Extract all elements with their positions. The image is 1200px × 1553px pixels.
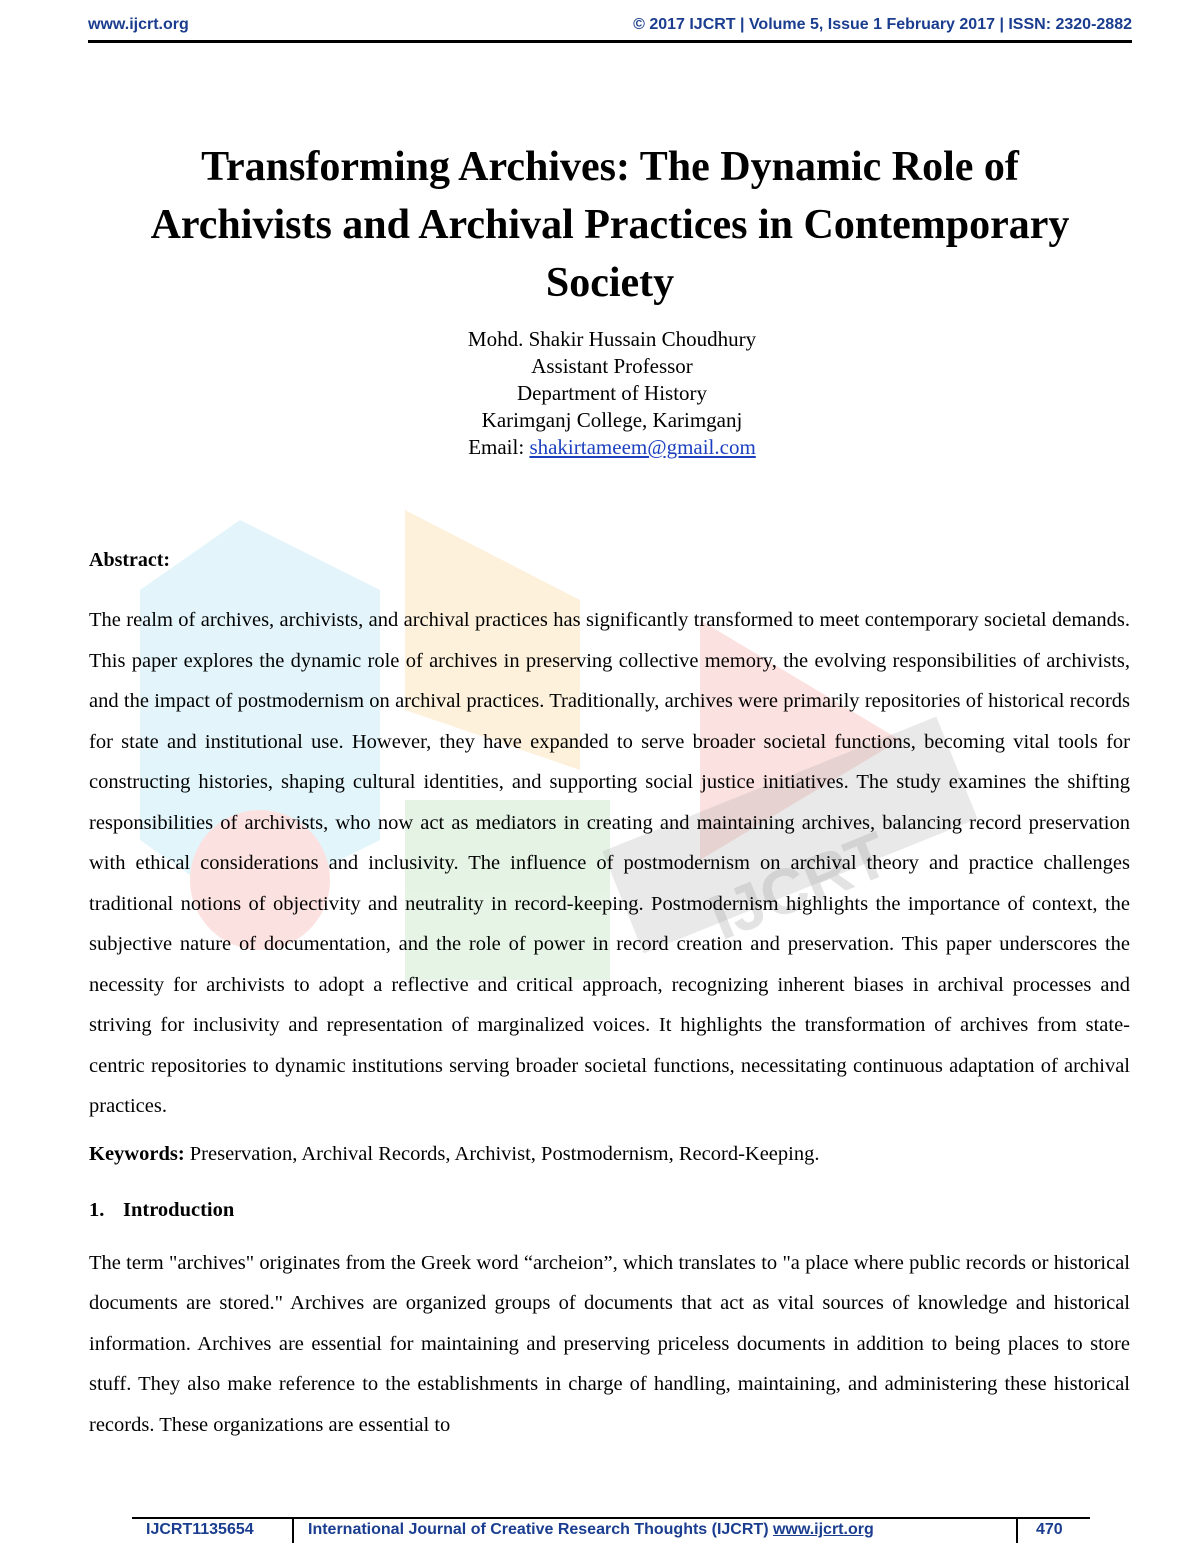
author-block	[300, 326, 924, 461]
footer-divider	[132, 1517, 1090, 1519]
watermark-text: IJCRT	[699, 817, 899, 954]
keywords-line	[89, 1141, 1130, 1167]
title-line-2: Archivists and Archival Practices in Contemporary	[150, 202, 1070, 248]
footer-paper-id: IJCRT1135654	[146, 1521, 254, 1538]
footer-journal-name: International Journal of Creative Research Thoughts (IJCRT)	[308, 1521, 773, 1538]
title-line-3: Society	[545, 260, 675, 306]
abstract-text: The realm of archives, archivists, and archival practices has significantly transformed to meet contemporary societal demands. This paper explores the dynamic role of archives in preserving collective memory, the evolving responsibilities of archivists, and the impact of postmodernism on archival practices. Traditionally, archives were primarily repositories of historical records for state and institutional use. However, they have expanded to serve broader societal functions, becoming vital tools for constructing histories, shaping cultural identities, and supporting social justice initiatives. The study examines the shifting responsibilities of archivists, who now act as mediators in creating and maintaining archives, balancing record preservation with ethical considerations and inclusivity. The influence of postmodernism on archival theory and practice challenges traditional notions of objectivity and neutrality in record-keeping. Postmodernism highlights the importance of context, the subjective nature of documentation, and the role of power in record creation and preservation. This paper underscores the necessity for archivists to adopt a reflective and critical approach, recognizing inherent biases in archival processes and striving for inclusivity and representation of marginalized voices. It highlights the transformation of archives from state-centric repositories to dynamic institutions serving broader societal functions, necessitating continuous adaptation of archival practices.	[89, 609, 1130, 1117]
header-divider	[88, 40, 1132, 43]
email-label: Email:	[468, 435, 530, 459]
section-title: Introduction	[123, 1198, 235, 1221]
paper-title	[60, 138, 1160, 312]
title-line-1: Transforming Archives: The Dynamic Role of	[201, 144, 1019, 190]
author-email-line	[300, 434, 924, 461]
author-position: Assistant Professor	[531, 354, 693, 378]
page-footer	[132, 1521, 1090, 1543]
page-header	[88, 14, 1132, 38]
footer-website-link[interactable]: www.ijcrt.org	[772, 1521, 874, 1538]
main-content	[89, 548, 1130, 1445]
footer-page-number: 470	[1036, 1521, 1063, 1538]
footer-separator	[1016, 1519, 1018, 1543]
abstract-heading: Abstract:	[89, 549, 171, 571]
section-number: 1.	[89, 1198, 105, 1221]
keywords-text: Preservation, Archival Records, Archivist, Postmodernism, Record-Keeping.	[184, 1142, 820, 1165]
keywords-label: Keywords:	[89, 1142, 185, 1165]
author-institution: Karimganj College, Karimganj	[481, 408, 743, 432]
section-heading	[89, 1197, 1130, 1223]
header-website[interactable]: www.ijcrt.org	[88, 16, 189, 33]
footer-separator	[292, 1519, 294, 1543]
footer-journal	[308, 1521, 874, 1539]
author-name: Mohd. Shakir Hussain Choudhury	[467, 327, 757, 351]
header-citation: © 2017 IJCRT | Volume 5, Issue 1 February 2017 | ISSN: 2320-2882	[633, 16, 1132, 33]
author-department: Department of History	[516, 381, 708, 405]
introduction-text: The term "archives" originates from the Greek word “archeion”, which translates to "a place where public records or historical documents are stored." Archives are organized groups of documents that act as vital sources of knowledge and historical information. Archives are essential for maintaining and preserving priceless documents in addition to being places to store stuff. They also make reference to the establishments in charge of handling, maintaining, and administering these historical records. These organizations are essential to	[89, 1251, 1130, 1436]
email-link[interactable]: shakirtameem@gmail.com	[529, 435, 756, 459]
